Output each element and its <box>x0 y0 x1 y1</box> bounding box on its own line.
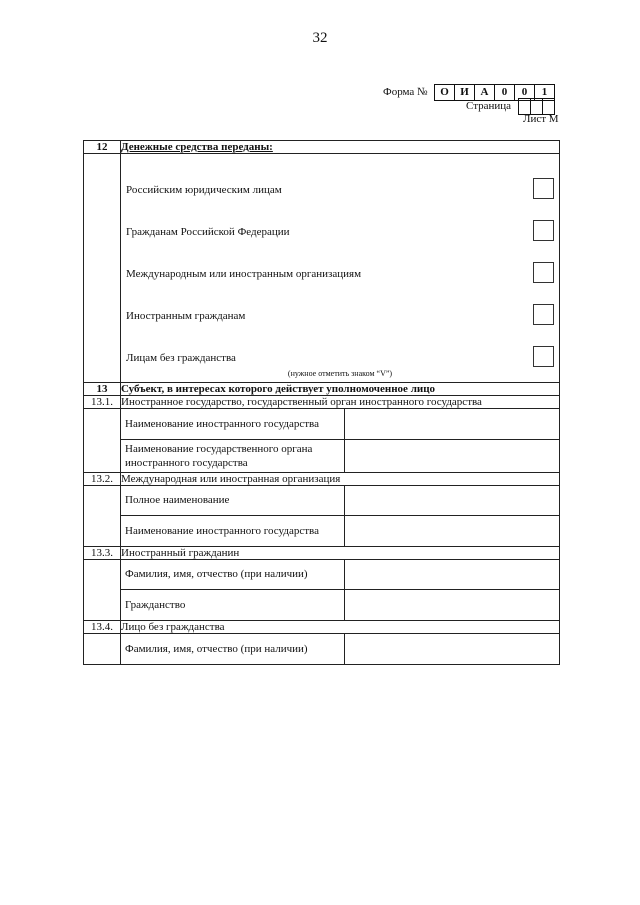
section-number: 13 <box>84 383 121 396</box>
option-row <box>126 180 554 204</box>
section-12-header-row <box>84 141 560 154</box>
option-checkbox[interactable] <box>533 262 554 283</box>
option-row <box>126 306 554 330</box>
subsection-row <box>84 396 560 409</box>
field-value-input[interactable] <box>345 516 560 546</box>
page-label: Страница <box>466 100 512 112</box>
option-label: Иностранным гражданам <box>126 310 246 322</box>
field-value-input[interactable] <box>345 439 560 472</box>
subsection-title: Иностранный гражданин <box>121 546 560 559</box>
form-code-cell: И <box>454 84 475 101</box>
option-row <box>126 264 554 288</box>
section-13-header-row <box>84 383 560 396</box>
field-row <box>121 486 559 516</box>
option-checkbox[interactable] <box>533 220 554 241</box>
field-label: Фамилия, имя, отчество (при наличии) <box>121 560 345 590</box>
subsection-row <box>84 472 560 485</box>
subsection-row <box>84 620 560 633</box>
subsection-title: Иностранное государство, государственный орган иностранного государства <box>121 396 560 409</box>
option-label: Гражданам Российской Федерации <box>126 226 290 238</box>
sheet-label: Лист М <box>523 113 559 125</box>
field-label: Наименование государственного органа иностранного государства <box>121 439 345 472</box>
form-code-cell: 1 <box>534 84 555 101</box>
subsection-number: 13.2. <box>84 472 121 485</box>
form-code-cell: 0 <box>494 84 515 101</box>
field-row <box>121 516 559 546</box>
form-code-cell: 0 <box>514 84 535 101</box>
subsection-fields <box>121 634 559 664</box>
section-title: Субъект, в интересах которого действует уполномоченное лицо <box>121 383 560 396</box>
field-label: Гражданство <box>121 590 345 620</box>
field-label: Наименование иностранного государства <box>121 409 345 439</box>
subsection-number: 13.4. <box>84 620 121 633</box>
subsection-number: 13.1. <box>84 396 121 409</box>
recipient-options <box>121 154 559 382</box>
option-checkbox[interactable] <box>533 346 554 367</box>
form-table <box>83 140 560 665</box>
marking-note: (нужное отметить знаком “V”) <box>287 369 393 378</box>
form-number-label: Форма № <box>383 86 428 98</box>
subsection-row <box>84 546 560 559</box>
section-title: Денежные средства переданы: <box>121 141 560 154</box>
subsection-fields <box>121 560 559 620</box>
option-label: Российским юридическим лицам <box>126 184 282 196</box>
field-label: Наименование иностранного государства <box>121 516 345 546</box>
form-code-cell: О <box>434 84 455 101</box>
field-value-input[interactable] <box>345 590 560 620</box>
option-row <box>126 222 554 246</box>
subsection-title: Лицо без гражданства <box>121 620 560 633</box>
subsection-number: 13.3. <box>84 546 121 559</box>
subsection-fields <box>121 486 559 546</box>
option-checkbox[interactable] <box>533 304 554 325</box>
option-checkbox[interactable] <box>533 178 554 199</box>
subsection-title: Международная или иностранная организация <box>121 472 560 485</box>
option-label: Лицам без гражданства <box>126 352 236 364</box>
field-label: Фамилия, имя, отчество (при наличии) <box>121 634 345 664</box>
field-value-input[interactable] <box>345 409 560 439</box>
field-value-input[interactable] <box>345 486 560 516</box>
section-12-options-row <box>84 154 560 383</box>
section-number: 12 <box>84 141 121 154</box>
page-number: 32 <box>312 30 328 46</box>
field-row <box>121 560 559 590</box>
field-value-input[interactable] <box>345 634 560 664</box>
form-code-cell: А <box>474 84 495 101</box>
field-label: Полное наименование <box>121 486 345 516</box>
field-row <box>121 409 559 439</box>
field-value-input[interactable] <box>345 560 560 590</box>
field-row <box>121 590 559 620</box>
field-row <box>121 439 559 472</box>
option-label: Международным или иностранным организациям <box>126 268 362 280</box>
field-row <box>121 634 559 664</box>
subsection-fields <box>121 409 559 472</box>
